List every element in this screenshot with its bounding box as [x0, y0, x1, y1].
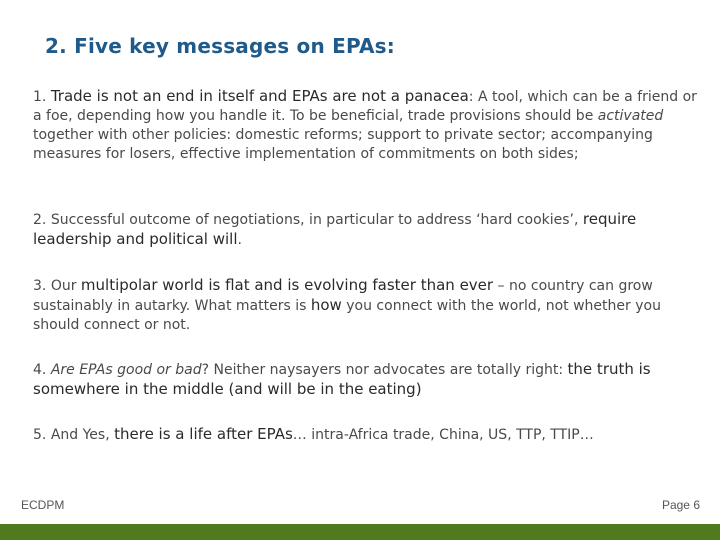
message-5	[33, 425, 703, 445]
message-text: : A tool, which can be a friend or a foe, depending how you handle it. To be beneficial, trade provisions should be	[33, 89, 697, 124]
message-text: Successful outcome of negotiations, in particular to address ‘hard cookies’,	[50, 212, 579, 228]
message-lead: there is a life after EPAs	[114, 425, 293, 443]
message-number: 5.	[33, 427, 47, 443]
message-number: 4.	[33, 362, 47, 378]
message-text: And Yes,	[50, 427, 110, 443]
message-text: you connect with the world, not whether you should connect or not.	[33, 298, 661, 333]
message-number: 1.	[33, 89, 47, 105]
message-italic: Are EPAs good or bad	[50, 362, 202, 378]
message-text: – no country can grow sustainably in autarky. What matters is	[33, 278, 653, 314]
message-lead: the truth is somewhere in the middle (and will be in the eating)	[33, 360, 651, 398]
message-lead: multipolar world is flat and is evolving faster than ever	[80, 276, 494, 294]
message-text: Our	[50, 278, 77, 294]
message-text: … intra-Africa trade, China, US, TTP, TTIP…	[292, 427, 594, 443]
message-3	[33, 276, 703, 335]
message-lead: Trade is not an end in itself and EPAs are not a panacea	[50, 87, 469, 105]
slide-title: 2. Five key messages on EPAs:	[45, 34, 395, 58]
footer-bar	[0, 524, 720, 540]
message-text: together with other policies: domestic reforms; support to private sector; accompanying measures for losers, effective implementation of commitments on both sides;	[33, 127, 653, 162]
message-number: 2.	[33, 212, 47, 228]
message-2	[33, 210, 703, 250]
message-lead: require leadership and political will	[33, 210, 637, 248]
message-number: 3.	[33, 278, 47, 294]
footer-organization: ECDPM	[21, 498, 65, 512]
message-text: .	[237, 232, 242, 248]
message-text: ? Neither naysayers nor advocates are totally right:	[201, 362, 564, 378]
message-4	[33, 360, 703, 400]
page-number: Page 6	[661, 498, 700, 512]
message-italic: activated	[597, 108, 664, 124]
message-1	[33, 87, 703, 164]
message-emphasis: how	[310, 296, 342, 314]
